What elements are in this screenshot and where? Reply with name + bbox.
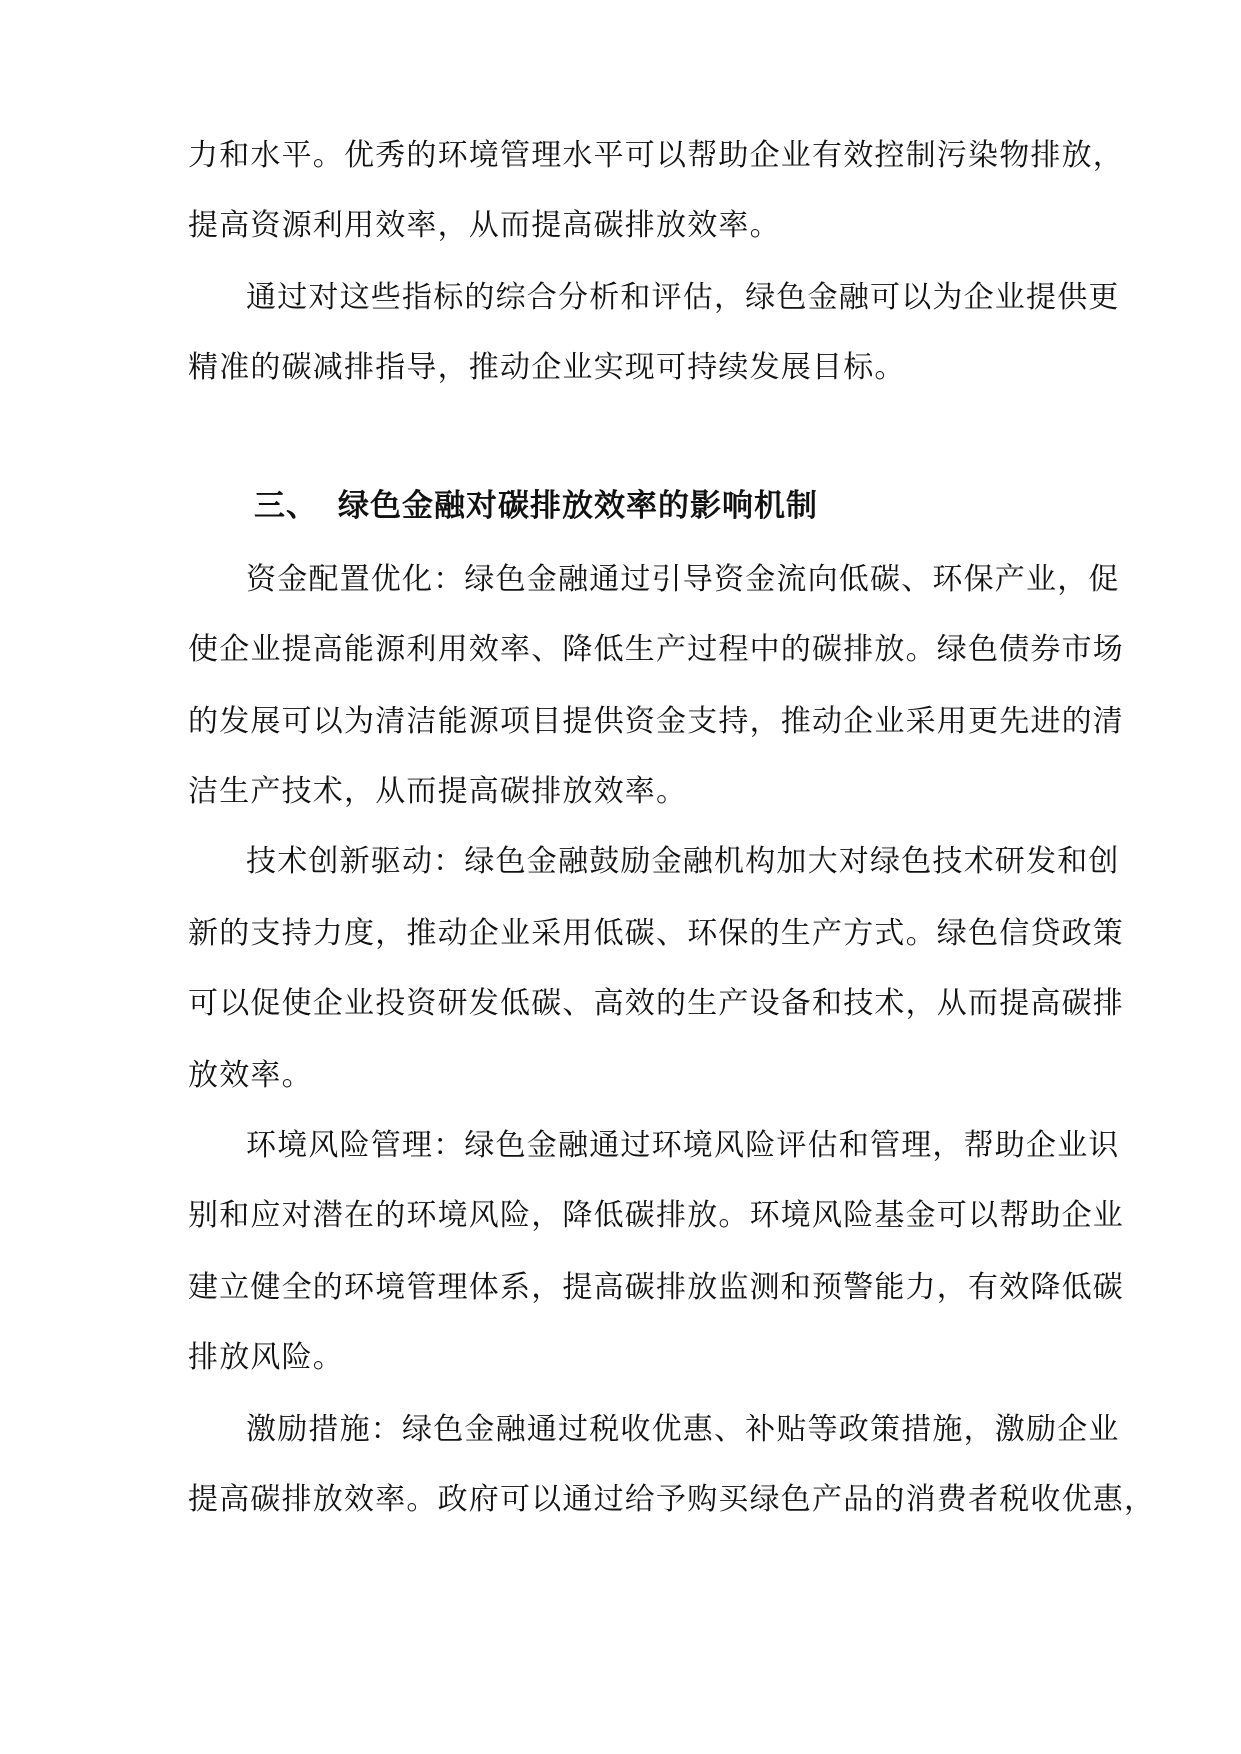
- paragraph-line: 激励措施：绿色金融通过税收优惠、补贴等政策措施，激励企业: [246, 1412, 1120, 1447]
- section-heading: [254, 484, 818, 528]
- paragraph-line: 放效率。: [188, 1058, 313, 1093]
- paragraph-line: 提高碳排放效率。政府可以通过给予购买绿色产品的消费者税收优惠，: [188, 1482, 1156, 1517]
- paragraph-line: 可以促使企业投资研发低碳、高效的生产设备和技术，从而提高碳排: [188, 986, 1124, 1021]
- section-title: 绿色金融对碳排放效率的影响机制: [338, 488, 818, 524]
- section-number: 三、: [254, 488, 318, 524]
- paragraph-line: 洁生产技术，从而提高碳排放效率。: [188, 774, 688, 809]
- paragraph-line: 建立健全的环境管理体系，提高碳排放监测和预警能力，有效降低碳: [188, 1270, 1124, 1305]
- paragraph-line: 资金配置优化：绿色金融通过引导资金流向低碳、环保产业，促: [246, 562, 1120, 597]
- paragraph-line: 技术创新驱动：绿色金融鼓励金融机构加大对绿色技术研发和创: [246, 844, 1120, 879]
- paragraph-line: 新的支持力度，推动企业采用低碳、环保的生产方式。绿色信贷政策: [188, 916, 1124, 951]
- paragraph-line: 使企业提高能源利用效率、降低生产过程中的碳排放。绿色债券市场: [188, 632, 1124, 667]
- paragraph-line: 力和水平。优秀的环境管理水平可以帮助企业有效控制污染物排放，: [188, 138, 1124, 173]
- paragraph-line: 提高资源利用效率，从而提高碳排放效率。: [188, 208, 781, 243]
- paragraph-line: 通过对这些指标的综合分析和评估，绿色金融可以为企业提供更: [246, 280, 1120, 315]
- paragraph-line: 别和应对潜在的环境风险，降低碳排放。环境风险基金可以帮助企业: [188, 1198, 1124, 1233]
- paragraph-line: 的发展可以为清洁能源项目提供资金支持，推动企业采用更先进的清: [188, 704, 1124, 739]
- paragraph-line: 排放风险。: [188, 1340, 344, 1375]
- paragraph-line: 精准的碳减排指导，推动企业实现可持续发展目标。: [188, 350, 906, 385]
- paragraph-line: 环境风险管理：绿色金融通过环境风险评估和管理，帮助企业识: [246, 1128, 1120, 1163]
